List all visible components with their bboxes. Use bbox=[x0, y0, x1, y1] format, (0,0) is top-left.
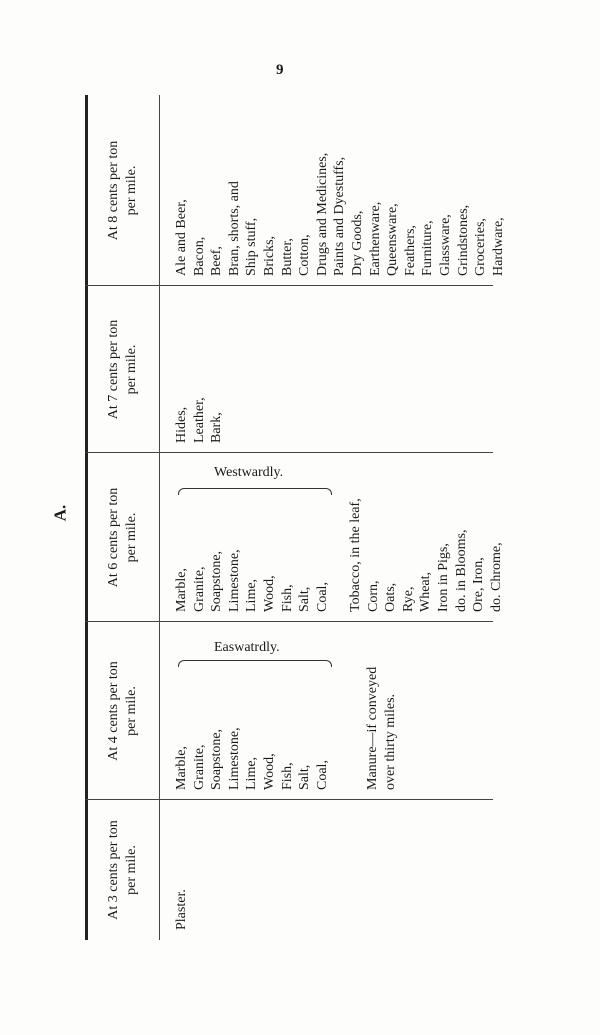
list-item: Corn, bbox=[365, 580, 381, 612]
list-item: Limestone, bbox=[226, 549, 242, 612]
list-item: Feathers, bbox=[402, 225, 418, 276]
brace-easwatrdly bbox=[178, 660, 332, 667]
list-item: Bricks, bbox=[261, 235, 277, 276]
list-item: Salt, bbox=[297, 586, 313, 612]
list-item: do. Chrome, bbox=[488, 542, 504, 612]
note-line: Manure—if conveyed bbox=[365, 666, 380, 790]
list-item: Soapstone, bbox=[209, 550, 225, 612]
list-item: Beef, bbox=[209, 246, 225, 276]
list-item: Plaster. bbox=[174, 889, 189, 930]
list-item: Wheat, bbox=[418, 571, 434, 612]
column-4-cents-items bbox=[173, 727, 331, 790]
list-item: Ship stuff, bbox=[244, 217, 260, 276]
list-item: Granite, bbox=[191, 744, 207, 790]
list-item: Soapstone, bbox=[209, 728, 225, 790]
column-3-cents-items bbox=[173, 889, 191, 930]
list-item: Groceries, bbox=[473, 218, 489, 276]
list-item: Iron in Pigs, bbox=[435, 543, 451, 612]
list-item: Granite, bbox=[191, 566, 207, 612]
list-item: Lime, bbox=[244, 578, 260, 612]
list-item: Lime, bbox=[244, 756, 260, 790]
direction-label-easwatrdly: Easwatrdly. bbox=[214, 640, 280, 655]
column-header-6-cents: At 6 cents per ton per mile. bbox=[106, 487, 139, 588]
list-item: Earthenware, bbox=[367, 201, 383, 276]
list-item: Leather, bbox=[191, 397, 207, 443]
list-item: Cotton, bbox=[297, 234, 313, 276]
list-item: Rye, bbox=[400, 586, 416, 612]
list-item: Oats, bbox=[383, 582, 399, 612]
list-item: Tobacco, in the leaf, bbox=[348, 498, 363, 612]
column-8-cents-items bbox=[173, 153, 507, 276]
list-item: Wood, bbox=[261, 575, 277, 612]
list-item: Drugs and Medicines, bbox=[314, 152, 330, 276]
list-item: Marble, bbox=[174, 568, 189, 612]
list-item: Dry Goods, bbox=[349, 210, 365, 276]
column-header-4-cents: At 4 cents per ton per mile. bbox=[106, 661, 139, 761]
brace-westwardly bbox=[178, 488, 332, 495]
column-header-8-cents: At 8 cents per ton per mile. bbox=[106, 140, 139, 241]
list-item: Paints and Dyestuffs, bbox=[332, 156, 348, 276]
list-item: Grindstones, bbox=[455, 204, 471, 276]
list-item: Marble, bbox=[174, 746, 189, 790]
table-letter: A. bbox=[50, 504, 70, 522]
list-item: Ale and Beer, bbox=[174, 199, 189, 276]
header-rule bbox=[159, 95, 160, 940]
list-item: Fish, bbox=[279, 584, 295, 612]
column-header-3-cents: At 3 cents per ton per mile. bbox=[106, 820, 139, 920]
list-item: Glassware, bbox=[437, 214, 453, 276]
list-item: Bran, shorts, and bbox=[226, 181, 242, 276]
page-number: 9 bbox=[276, 62, 284, 78]
column-6-cents-items-2 bbox=[347, 498, 505, 612]
column-header-7-cents: At 7 cents per ton per mile. bbox=[106, 319, 139, 420]
list-item: Fish, bbox=[279, 762, 295, 790]
freight-rate-table bbox=[85, 95, 510, 940]
list-item: Bacon, bbox=[191, 236, 207, 276]
list-item: Butter, bbox=[279, 238, 295, 276]
list-item: Ore, Iron, bbox=[471, 557, 487, 612]
list-item: Furniture, bbox=[420, 220, 436, 276]
list-item: Salt, bbox=[297, 764, 313, 790]
column-4-cents-note bbox=[364, 667, 399, 790]
list-item: Queensware, bbox=[385, 203, 401, 276]
list-item: Hardware, bbox=[490, 217, 506, 276]
top-rule bbox=[85, 95, 88, 940]
list-item: Wood, bbox=[261, 753, 277, 790]
list-item: Limestone, bbox=[226, 727, 242, 790]
list-item: do. in Blooms, bbox=[453, 529, 469, 612]
list-item: Hides, bbox=[174, 406, 189, 443]
column-6-cents-items bbox=[173, 549, 331, 612]
list-item: Bark, bbox=[209, 412, 225, 443]
list-item: Coal, bbox=[314, 760, 330, 790]
column-7-cents-items bbox=[173, 397, 226, 443]
note-line: over thirty miles. bbox=[382, 693, 398, 790]
direction-label-westwardly: Westwardly. bbox=[214, 465, 284, 480]
list-item: Coal, bbox=[314, 582, 330, 612]
